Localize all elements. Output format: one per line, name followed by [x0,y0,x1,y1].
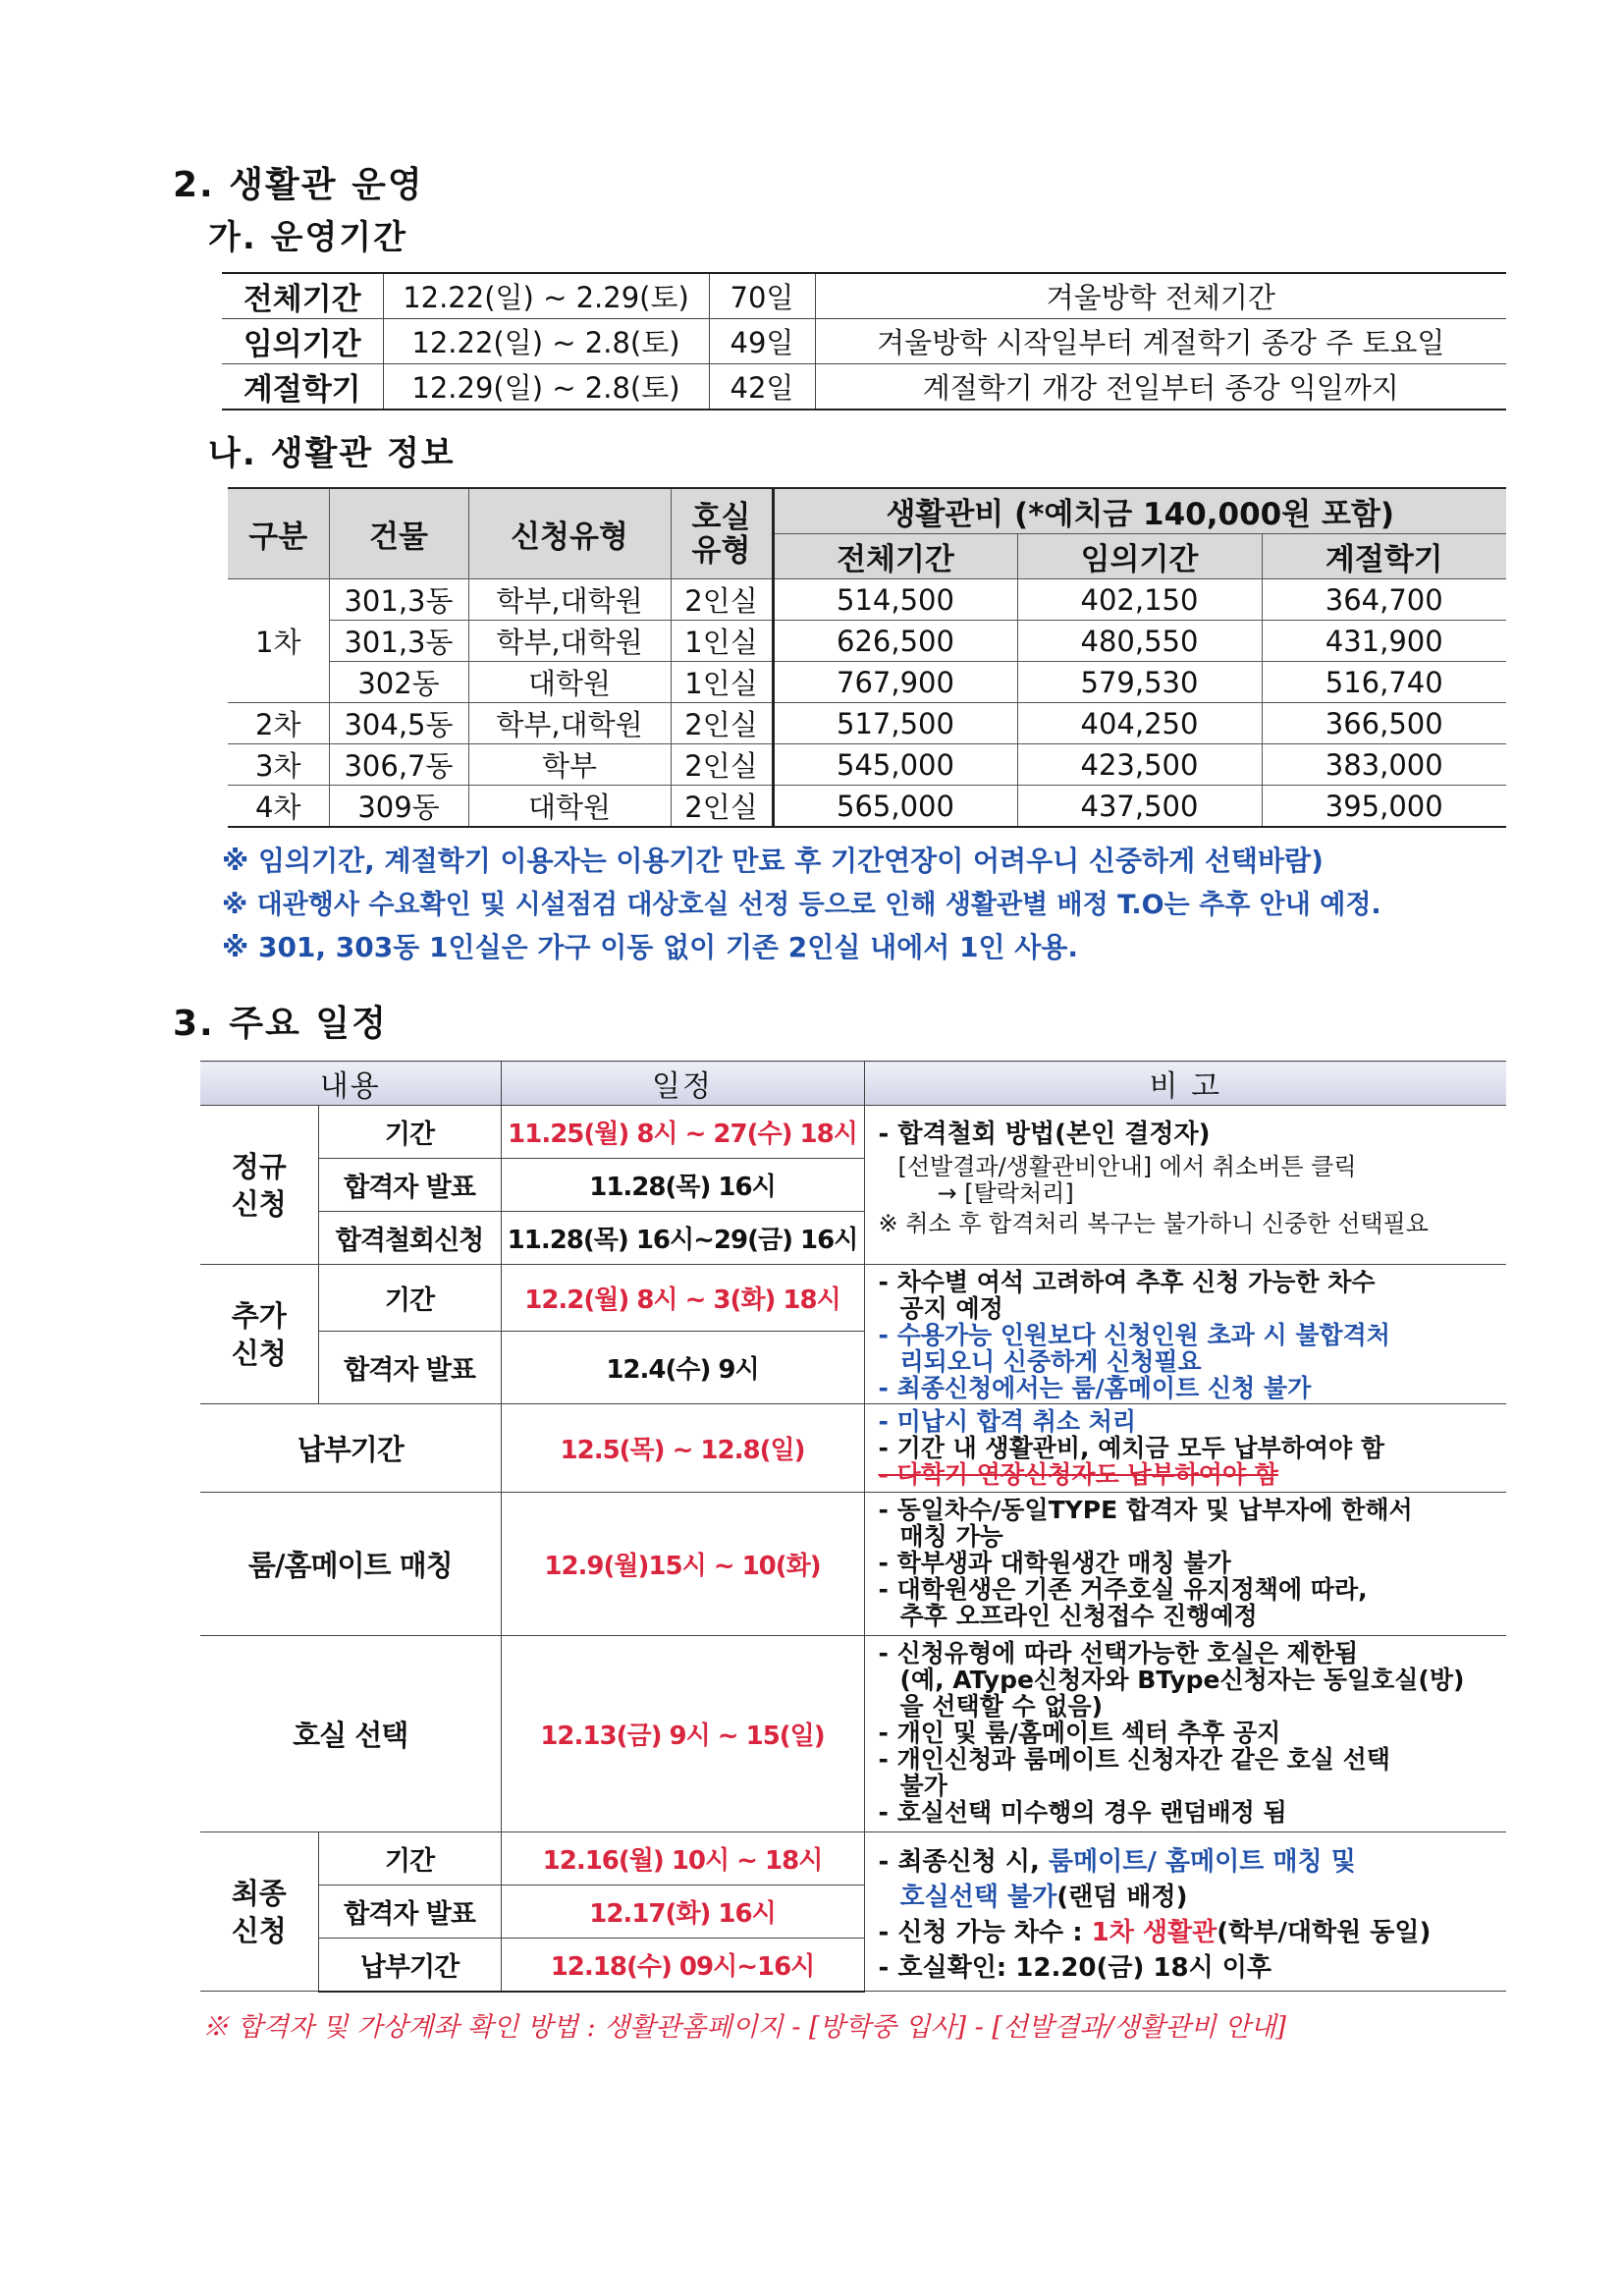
table-row [222,319,1506,364]
header-fee: 생활관비 (*예치금 140,000원 포함) [773,488,1506,534]
header-full: 전체기간 [773,534,1017,579]
final-announce-label: 합격자 발표 [318,1886,501,1939]
remark-line: ※ 취소 후 합격처리 복구는 불가하니 신중한 선택필요 [878,1210,1429,1237]
regular-period-label: 기간 [318,1106,501,1159]
round-cell: 3차 [228,744,329,786]
building-cell: 301,3동 [329,621,468,662]
note-line: ※ 대관행사 수요확인 및 시설점검 대상호실 선정 등으로 인해 생활관별 배정 T.O는 추후 안내 예정. [222,890,1381,920]
period-name: 임의기간 [222,319,383,364]
section-na-title: 나. 생활관 정보 [208,434,456,473]
table-row [228,703,1506,744]
building-cell: 309동 [329,786,468,828]
table-row [228,744,1506,786]
room-remark [864,1636,1506,1832]
category-line: 추가 [231,1298,287,1333]
payment-label: 납부기간 [200,1404,501,1493]
type-cell: 대학원 [468,662,671,703]
fee-full-cell: 517,500 [773,703,1017,744]
table-row [200,1106,1506,1159]
fee-full-cell: 767,900 [773,662,1017,703]
remark-text: 1차 생활관 [1091,1918,1217,1947]
round-cell: 2차 [228,703,329,744]
building-cell: 304,5동 [329,703,468,744]
fee-full-cell: 514,500 [773,579,1017,621]
remark-line: 리되오니 신중하게 신청필요 [899,1347,1202,1376]
fee-optional-cell: 423,500 [1017,744,1262,786]
table-row [228,621,1506,662]
remark-line: 을 선택할 수 없음) [899,1692,1104,1721]
category-line: 신청 [231,1913,287,1947]
remark-line: - 최종신청에서는 룸/홈메이트 신청 불가 [878,1374,1312,1402]
type-cell: 학부,대학원 [468,579,671,621]
fee-seasonal-cell: 431,900 [1262,621,1506,662]
fee-optional-cell: 402,150 [1017,579,1262,621]
building-cell: 306,7동 [329,744,468,786]
table-row [228,579,1506,621]
type-cell: 학부,대학원 [468,621,671,662]
remark-line: - 호실선택 미수행의 경우 랜덤배정 됨 [878,1798,1287,1827]
remark-line: - 호실확인: 12.20(금) 18시 이후 [878,1953,1272,1983]
remark-line: - 학부생과 대학원생간 매칭 불가 [878,1549,1231,1577]
schedule-table [200,1061,1506,1993]
round-cell: 1차 [228,579,329,703]
building-cell: 302동 [329,662,468,703]
remark-line: (예, AType신청자와 BType신청자는 동일호실(방) [899,1666,1465,1694]
category-line: 신청 [231,1186,287,1221]
final-pay: 12.18(수) 09시~16시 [501,1939,864,1992]
remark-line: [선발결과/생활관비안내] 에서 취소버튼 클릭 [897,1153,1357,1180]
period-desc: 계절학기 개강 전일부터 종강 익일까지 [815,364,1506,410]
category-line: 최종 [231,1876,287,1910]
table-row [222,364,1506,410]
table-row [200,1404,1506,1493]
note-line: ※ 301, 303동 1인실은 가구 이동 없이 기존 2인실 내에서 1인 사용. [222,931,1079,963]
table-row [200,1265,1506,1332]
footnote: ※ 합격자 및 가상계좌 확인 방법 : 생활관홈페이지 - [방학중 입사] - [선발결과/생활관비 안내] [202,2012,1286,2043]
period-table [222,272,1506,410]
table-row [228,786,1506,828]
fee-full-cell: 545,000 [773,744,1017,786]
period-desc: 겨울방학 시작일부터 계절학기 종강 주 토요일 [815,319,1506,364]
final-announce: 12.17(화) 16시 [501,1886,864,1939]
table-row [200,1493,1506,1636]
category-final [200,1832,318,1992]
header-gubun: 구분 [228,488,329,579]
additional-period-label: 기간 [318,1265,501,1332]
header-apply-type: 신청유형 [468,488,671,579]
fee-seasonal-cell: 366,500 [1262,703,1506,744]
final-period-label: 기간 [318,1832,501,1886]
fee-seasonal-cell: 395,000 [1262,786,1506,828]
remark-line: - 개인신청과 룸메이트 신청자간 같은 호실 선택 [878,1745,1390,1774]
room-cell: 2인실 [671,579,773,621]
regular-announce-label: 합격자 발표 [318,1159,501,1212]
fee-seasonal-cell: 516,740 [1262,662,1506,703]
fee-optional-cell: 480,550 [1017,621,1262,662]
remark-line: - 다학기 연장신청자도 납부하여야 함 [878,1460,1278,1489]
additional-announce: 12.4(수) 9시 [501,1332,864,1404]
remark-line: - 수용가능 인원보다 신청인원 초과 시 불합격처 [878,1321,1390,1349]
section-3-title: 3. 주요 일정 [173,1004,388,1044]
regular-remark [864,1106,1506,1265]
remark-line [879,1915,1497,1950]
period-range: 12.22(일) ~ 2.8(토) [383,319,709,364]
type-cell: 대학원 [468,786,671,828]
additional-announce-label: 합격자 발표 [318,1332,501,1404]
payment-remark [864,1404,1506,1493]
regular-announce: 11.28(목) 16시 [501,1159,864,1212]
header-seasonal: 계절학기 [1262,534,1506,579]
table-row [200,1832,1506,1886]
remark-line: - 미납시 합격 취소 처리 [878,1407,1137,1436]
category-regular [200,1106,318,1265]
remark-line: - 차수별 여석 고려하여 추후 신청 가능한 차수 [878,1268,1376,1296]
category-additional [200,1265,318,1404]
regular-withdraw: 11.28(목) 16시~29(금) 16시 [501,1212,864,1265]
fee-optional-cell: 437,500 [1017,786,1262,828]
header-optional: 임의기간 [1017,534,1262,579]
remark-line: 불가 [899,1772,947,1800]
matching-label: 룸/홈메이트 매칭 [200,1493,501,1636]
remark-text: - 신청 가능 차수 : [878,1918,1092,1947]
dorm-info-table [228,487,1506,828]
fee-full-cell: 565,000 [773,786,1017,828]
table-row [228,662,1506,703]
building-cell: 301,3동 [329,579,468,621]
table-row [200,1636,1506,1832]
room-schedule: 12.13(금) 9시 ~ 15(일) [501,1636,864,1832]
remark-line: - 합격철회 방법(본인 결정자) [878,1120,1211,1149]
final-remark [864,1832,1506,1992]
section-2-title: 2. 생활관 운영 [173,165,424,205]
final-pay-label: 납부기간 [318,1939,501,1992]
period-desc: 겨울방학 전체기간 [815,273,1506,319]
fee-optional-cell: 579,530 [1017,662,1262,703]
round-cell: 4차 [228,786,329,828]
room-cell: 2인실 [671,786,773,828]
remark-line: - 동일차수/동일TYPE 합격자 및 납부자에 한해서 [878,1496,1413,1524]
header-room-type-text: 호실유형 [691,499,751,569]
category-line: 정규 [231,1149,287,1183]
remark-line: - 기간 내 생활관비, 예치금 모두 납부하여야 함 [878,1434,1384,1462]
matching-remark [864,1493,1506,1636]
fee-seasonal-cell: 383,000 [1262,744,1506,786]
remark-text: - 최종신청 시, [878,1847,1049,1877]
period-name: 계절학기 [222,364,383,410]
room-cell: 1인실 [671,662,773,703]
room-cell: 1인실 [671,621,773,662]
header-building: 건물 [329,488,468,579]
header-room-type [671,488,773,579]
type-cell: 학부,대학원 [468,703,671,744]
period-name: 전체기간 [222,273,383,319]
note-line: ※ 임의기간, 계절학기 이용자는 이용기간 만료 후 기간연장이 어려우니 신중하게 선택바람) [222,845,1324,877]
remark-text: 호실선택 불가 [899,1883,1057,1912]
final-period: 12.16(월) 10시 ~ 18시 [501,1832,864,1886]
payment-schedule: 12.5(목) ~ 12.8(일) [501,1404,864,1493]
remark-line: 공지 예정 [899,1294,1003,1323]
header-schedule: 일정 [501,1062,864,1106]
remark-line: - 개인 및 룸/홈메이트 섹터 추후 공지 [878,1719,1281,1747]
period-days: 70일 [709,273,815,319]
remark-line: 매칭 가능 [899,1522,1003,1551]
room-label: 호실 선택 [200,1636,501,1832]
remark-line: - 대학원생은 기존 거주호실 유지정책에 따라, [878,1575,1368,1604]
regular-withdraw-label: 합격철회신청 [318,1212,501,1265]
period-range: 12.29(일) ~ 2.8(토) [383,364,709,410]
matching-schedule: 12.9(월)15시 ~ 10(화) [501,1493,864,1636]
fee-optional-cell: 404,250 [1017,703,1262,744]
type-cell: 학부 [468,744,671,786]
remark-line [879,1880,1497,1915]
remark-text: 룸메이트/ 홈메이트 매칭 및 [1048,1847,1356,1877]
additional-period: 12.2(월) 8시 ~ 3(화) 18시 [501,1265,864,1332]
period-days: 42일 [709,364,815,410]
table-row [222,273,1506,319]
period-range: 12.22(일) ~ 2.29(토) [383,273,709,319]
remark-text: (학부/대학원 동일) [1217,1918,1432,1947]
section-ga-title: 가. 운영기간 [208,218,407,257]
room-cell: 2인실 [671,744,773,786]
header-remark: 비 고 [864,1062,1506,1106]
remark-line: 추후 오프라인 신청접수 진행예정 [899,1602,1258,1630]
category-line: 신청 [231,1336,287,1370]
remark-text: (랜덤 배정) [1056,1883,1188,1912]
remark-line [879,1844,1497,1880]
fee-full-cell: 626,500 [773,621,1017,662]
remark-line: - 신청유형에 따라 선택가능한 호실은 제한됨 [878,1639,1359,1667]
room-cell: 2인실 [671,703,773,744]
header-content: 내용 [200,1062,501,1106]
fee-seasonal-cell: 364,700 [1262,579,1506,621]
regular-period: 11.25(월) 8시 ~ 27(수) 18시 [501,1106,864,1159]
remark-line: → [탈락처리] [937,1179,1074,1207]
additional-remark [864,1265,1506,1404]
period-days: 49일 [709,319,815,364]
